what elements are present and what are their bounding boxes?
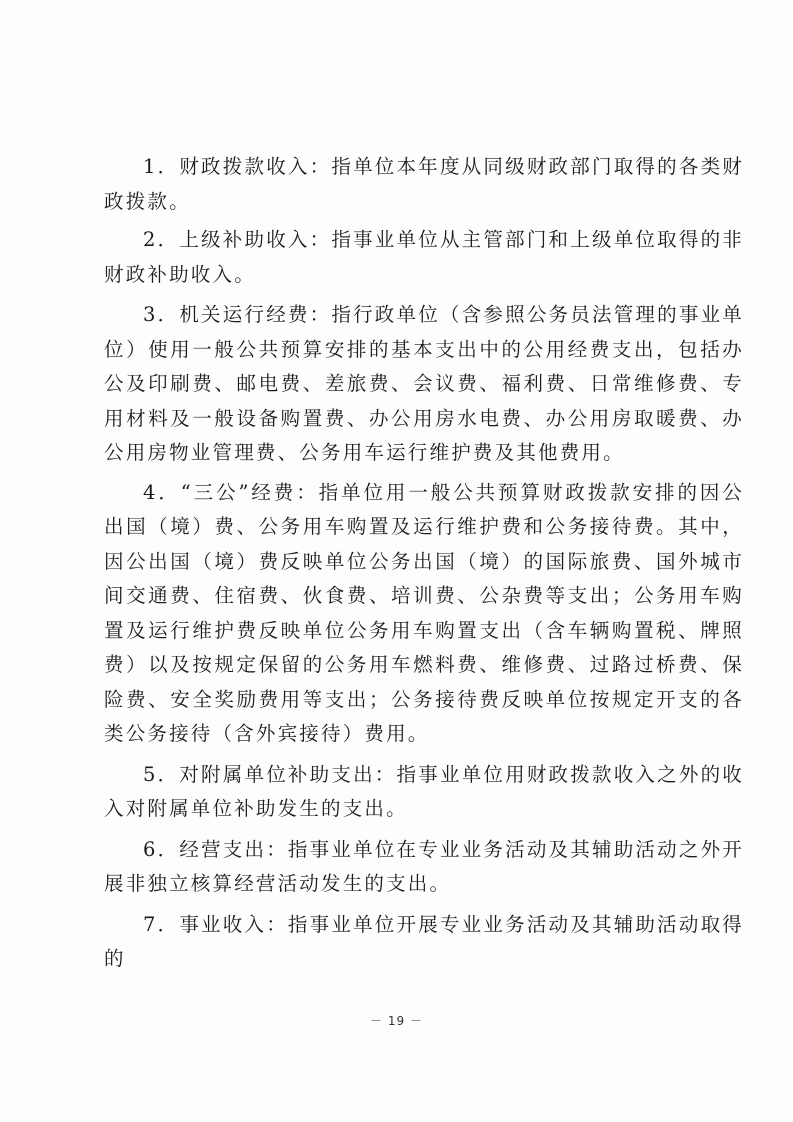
paragraph-agency-operating-expenses: 3．机关运行经费：指行政单位（含参照公务员法管理的事业单位）使用一般公共预算安排的基本支出中的公用经费支出，包括办公及印刷费、邮电费、差旅费、会议费、福利费、日常维修费、专用材料及一般设备购置费、办公用房水电费、办公用房取暖费、办公用房物业管理费、公务用车运行维护费及其他费用。 [104,303,744,464]
page-number: － 19 － [370,1014,423,1028]
paragraph-operating-expenditure: 6．经营支出：指事业单位在专业业务活动及其辅助活动之外开展非独立核算经营活动发生的支出。 [104,837,744,895]
paragraph-three-public-expenses: 4．“三公”经费：指单位用一般公共预算财政拨款安排的因公出国（境）费、公务用车购置及运行维护费和公务接待费。其中，因公出国（境）费反映单位公务出国（境）的国际旅费、国外城市间交通费、住宿费、伙食费、培训费、公杂费等支出；公务用车购置及运行维护费反映单位公务用车购置支出（含车辆购置税、牌照费）以及按规定保留的公务用车燃料费、维修费、过路过桥费、保险费、安全奖励费用等支出；公务接待费反映单位按规定开支的各类公务接待（含外宾接待）费用。 [104,480,744,745]
paragraph-fiscal-appropriation-income: 1．财政拨款收入：指单位本年度从同级财政部门取得的各类财政拨款。 [104,155,744,213]
paragraph-subsidiary-unit-subsidy: 5．对附属单位补助支出：指事业单位用财政拨款收入之外的收入对附属单位补助发生的支出。 [104,762,744,820]
paragraph-business-income: 7．事业收入：指事业单位开展专业业务活动及其辅助活动取得的 [104,912,744,970]
document-body [104,150,744,983]
paragraph-superior-subsidy-income: 2．上级补助收入：指事业单位从主管部门和上级单位取得的非财政补助收入。 [104,228,744,286]
